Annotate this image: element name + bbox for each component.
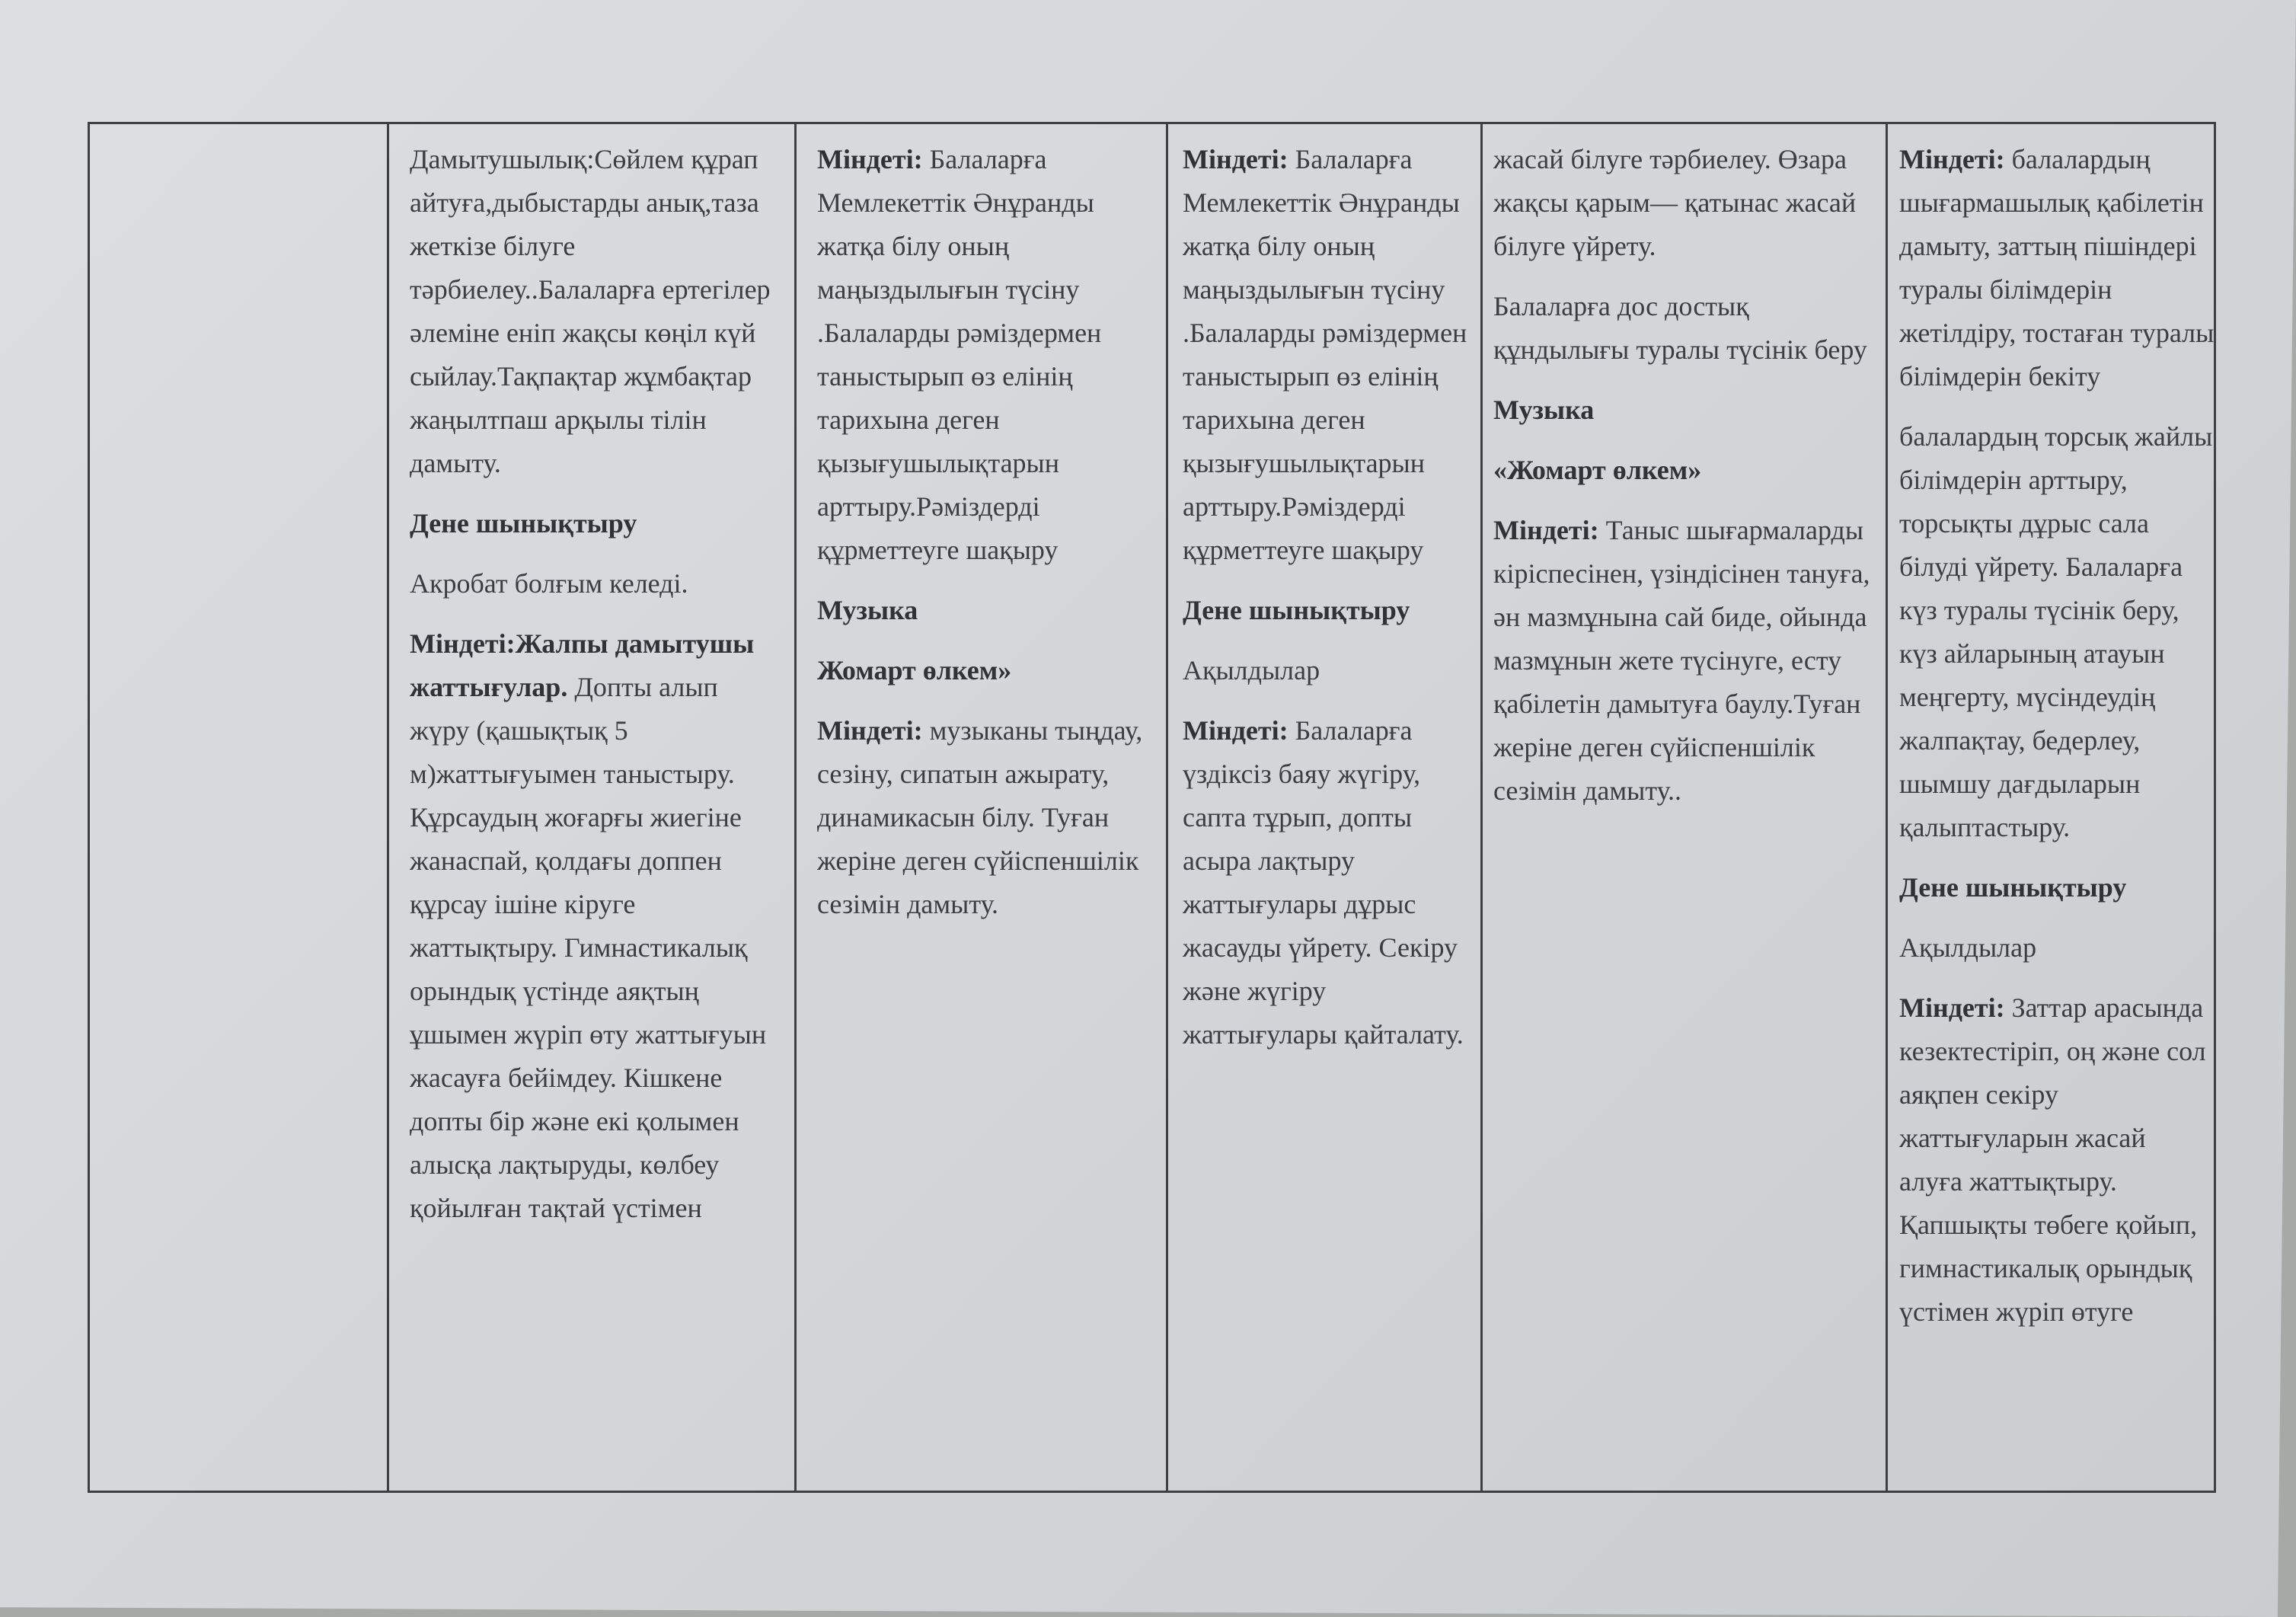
column-divider bbox=[1166, 124, 1168, 1491]
paragraph-text: музыканы тыңдау, сезіну, сипатын ажырату, динамикасын білу. Туған жеріне деген сүйіспеншілік сезімін дамыту. bbox=[817, 715, 1143, 919]
section-heading: Дене шынықтыру bbox=[410, 508, 637, 538]
task-label: Міндеті: bbox=[817, 144, 923, 174]
paragraph-text: Дамытушылық:Сөйлем құрап айтуға,дыбыстарды анық,таза жеткізе білуге тәрбиелеу..Балаларға ертегілер әлеміне еніп жақсы көңіл күй сыйлау.Тақпақтар жұмбақтар жаңылтпаш арқылы тілін дамыту. bbox=[410, 144, 771, 478]
table-cell-friendship-music bbox=[1493, 138, 1878, 1488]
lesson-plan-table bbox=[88, 122, 2216, 1493]
paragraph-text: Ақылдылар bbox=[1899, 932, 2037, 963]
paragraph bbox=[410, 622, 783, 1230]
table-cell-anthem-music bbox=[817, 138, 1160, 1488]
task-label: Міндеті:Жалпы дамытушы жаттығулар. bbox=[410, 628, 755, 702]
column-divider bbox=[794, 124, 797, 1491]
table-cell-development-pe bbox=[410, 138, 783, 1488]
section-heading: «Жомарт өлкем» bbox=[1493, 455, 1702, 485]
paragraph-text: Балаларға дос достық құндылығы туралы түсінік беру bbox=[1493, 291, 1867, 365]
section-heading: Музыка bbox=[1493, 395, 1595, 425]
task-label: Міндеті: bbox=[817, 715, 923, 746]
section-heading: Дене шынықтыру bbox=[1183, 595, 1410, 625]
section-heading: Жомарт өлкем» bbox=[817, 655, 1012, 685]
paragraph-text: Заттар арасында кезектестіріп, оң және сол аяқпен секіру жаттығуларын жасай алуға жаттықтыру. Қапшықты төбеге қойып, гимнастикалық орындық үстімен жүріп өтуге bbox=[1899, 992, 2206, 1327]
table-cell-creative-pe bbox=[1899, 138, 2215, 1488]
column-divider bbox=[387, 124, 389, 1491]
paragraph bbox=[1183, 138, 1472, 572]
paragraph-text: балалардың шығармашылық қабілетін дамыту, заттың пішіндері туралы білімдерін жетілдіру, тостаған туралы білімдерін бекіту bbox=[1899, 144, 2215, 391]
paragraph bbox=[1493, 138, 1878, 268]
task-label: Міндеті: bbox=[1493, 515, 1599, 545]
paragraph-text: Ақылдылар bbox=[1183, 655, 1320, 685]
paragraph bbox=[1183, 709, 1472, 1056]
paragraph bbox=[1183, 649, 1472, 692]
paragraph-text: Балаларға үздіксіз баяу жүгіру, сапта тұрып, допты асыра лақтыру жаттығулары дұрыс жасауды үйрету. Секіру және жүгіру жаттығулары қайталату. bbox=[1183, 715, 1464, 1050]
table-cell-anthem-pe bbox=[1183, 138, 1472, 1488]
paragraph-text: жасай білуге тәрбиелеу. Өзара жақсы қарым— қатынас жасай білуге үйрету. bbox=[1493, 144, 1857, 261]
paragraph bbox=[817, 709, 1160, 926]
paragraph-text: балалардың торсық жайлы білімдерін арттыру, торсықты дұрыс сала білуді үйрету. Балаларға күз туралы түсінік беру, күз айларының атауын меңгерту, мүсіндеудің жалпақтау, бедерлеу, шымшу дағдыларын қалыптастыру. bbox=[1899, 421, 2213, 842]
task-label: Міндеті: bbox=[1183, 715, 1289, 746]
paragraph-text: Акробат болғым келеді. bbox=[410, 568, 688, 599]
paragraph bbox=[410, 562, 783, 606]
paragraph-text: Балаларға Мемлекеттік Әнұранды жатқа білу оның маңыздылығын түсіну .Балаларды рәміздермен таныстырып өз елінің тарихына деген қызығушылықтарын арттыру.Рәміздерді құрметтеуге шақыру bbox=[817, 144, 1102, 565]
section-heading: Дене шынықтыру bbox=[1899, 872, 2127, 903]
paragraph bbox=[1899, 138, 2215, 398]
paragraph-text: Таныс шығармаларды кіріспесінен, үзіндісінен тануға, ән мазмұнына сай биде, ойында мазмұнын жете түсінуге, есту қабілетін дамытуға баулу.Туған жеріне деген сүйіспеншілік сезімін дамыту.. bbox=[1493, 515, 1870, 806]
column-divider bbox=[1480, 124, 1483, 1491]
task-label: Міндеті: bbox=[1183, 144, 1289, 174]
paragraph bbox=[1899, 986, 2215, 1334]
section-heading: Музыка bbox=[817, 595, 918, 625]
paragraph bbox=[1493, 509, 1878, 813]
paragraph bbox=[1493, 285, 1878, 372]
paragraph-text: Допты алып жүру (қашықтық 5 м)жаттығуымен таныстыру. Құрсаудың жоғарғы жиегіне жанаспай, қолдағы доппен құрсау ішіне кіруге жаттықтыру. Гимнастикалық орындық үстінде аяқтың ұшымен жүріп өту жаттығуын жасауға бейімдеу. Кішкене допты бір және екі қолымен алысқа лақтыруды, көлбеу қойылған тақтай үстімен bbox=[410, 672, 767, 1223]
task-label: Міндеті: bbox=[1899, 144, 2005, 174]
paragraph bbox=[410, 138, 783, 485]
paragraph bbox=[817, 138, 1160, 572]
table-cell-empty bbox=[94, 138, 376, 1488]
paragraph bbox=[1899, 415, 2215, 849]
column-divider bbox=[1886, 124, 1888, 1491]
paragraph bbox=[1899, 926, 2215, 970]
paragraph-text: Балаларға Мемлекеттік Әнұранды жатқа білу оның маңыздылығын түсіну .Балаларды рәміздермен таныстырып өз елінің тарихына деген қызығушылықтарын арттыру.Рәміздерді құрметтеуге шақыру bbox=[1183, 144, 1467, 565]
task-label: Міндеті: bbox=[1899, 992, 2005, 1023]
